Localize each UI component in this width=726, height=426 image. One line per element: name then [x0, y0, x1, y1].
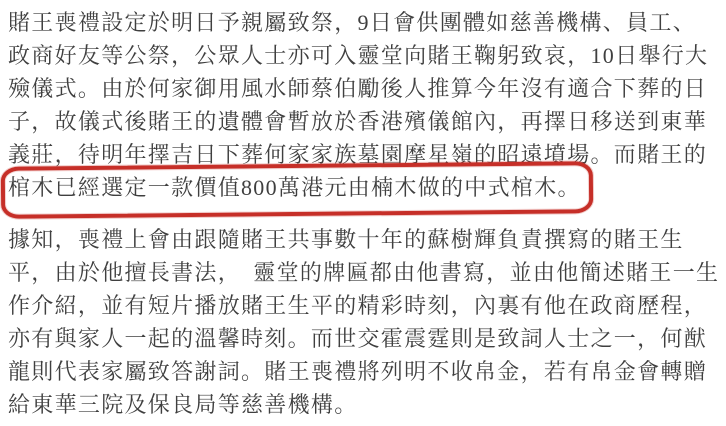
text-line: 龍則代表家屬致答謝詞。賭王喪禮將列明不收帛金，若有帛金會轉贈: [8, 359, 708, 384]
text-line: 據知，喪禮上會由跟隨賭王共事數十年的蘇樹輝負責撰寫的賭王生: [8, 227, 684, 252]
text-line-highlighted: 棺木已經選定一款價值800萬港元由楠木做的中式棺木。: [8, 175, 581, 200]
paragraph-1: [8, 6, 726, 204]
text-line: 作介紹，並有短片播放賭王生平的精彩時刻，內裏有他在政商歷程，: [8, 293, 708, 318]
text-line: 賭王喪禮設定於明日予親屬致祭，9日會供團體如慈善機構、員工、: [8, 10, 697, 35]
article-body: [8, 6, 726, 421]
text-line: 子，故儀式後賭王的遺體會暫放於香港殯儀館內，再擇日移送到東華: [8, 109, 708, 134]
paragraph-2: [8, 223, 726, 421]
text-line: 平，由於他擅長書法， 靈堂的牌匾都由他書寫，並由他簡述賭王一生: [8, 260, 720, 285]
text-line: 亦有與家人一起的溫馨時刻。而世交霍震霆則是致詞人士之一，何猷: [8, 326, 708, 351]
text-line: 殮儀式。由於何家御用風水師蔡伯勵後人推算今年沒有適合下葬的日: [8, 76, 708, 101]
text-line: 政商好友等公祭，公眾人士亦可入靈堂向賭王鞠躬致哀，10日舉行大: [8, 43, 709, 68]
text-line: 義莊，待明年擇吉日下葬何家家族墓園摩星嶺的昭遠墳場。而賭王的: [8, 142, 708, 167]
text-line: 給東華三院及保良局等慈善機構。: [8, 392, 358, 417]
